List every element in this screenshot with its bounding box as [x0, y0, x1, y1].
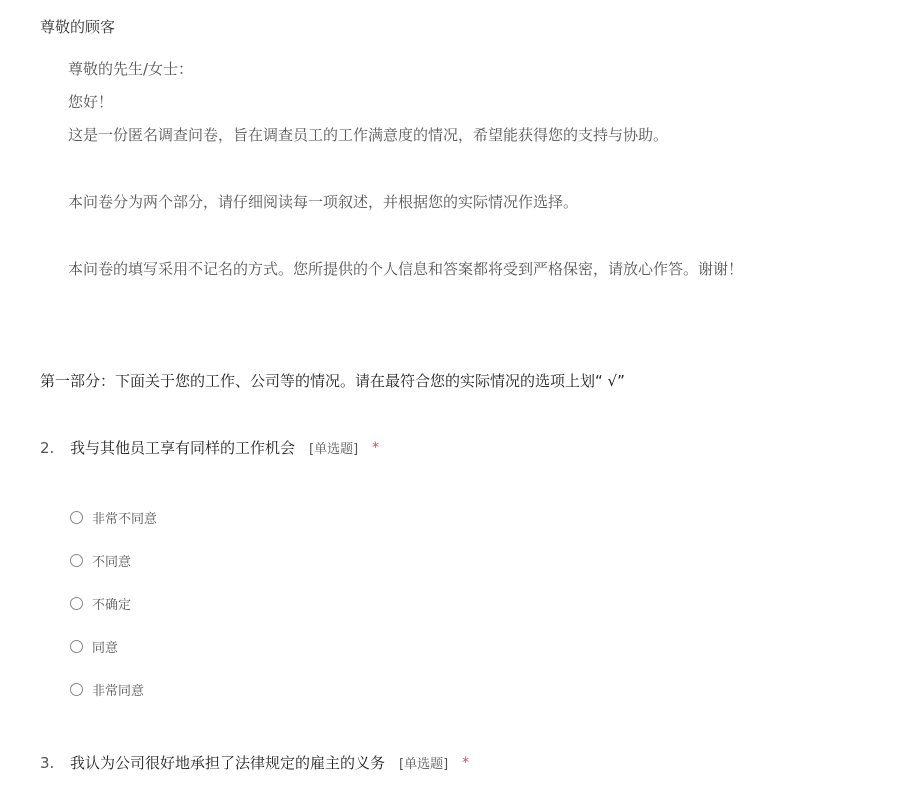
option-strongly-agree[interactable] — [70, 680, 144, 699]
question-number: 3. — [40, 753, 55, 772]
option-label: 非常不同意 — [92, 512, 158, 527]
intro-hello: 您好！ — [68, 93, 114, 111]
question-3 — [40, 752, 469, 773]
option-label: 非常同意 — [92, 684, 145, 699]
section-title: 第一部分：下面关于您的工作、公司等的情况。请在最符合您的实际情况的选项上划“ √” — [40, 372, 625, 390]
intro-instructions: 本问卷分为两个部分，请仔细阅读每一项叙述，并根据您的实际情况作选择。 — [68, 193, 579, 211]
required-marker: * — [462, 754, 470, 771]
intro-purpose: 这是一份匿名调查问卷，旨在调查员工的工作满意度的情况，希望能获得您的支持与协助。 — [68, 126, 669, 144]
radio-button[interactable] — [70, 640, 83, 653]
radio-button[interactable] — [70, 511, 83, 524]
question-number: 2. — [40, 438, 55, 457]
option-strongly-disagree[interactable] — [70, 508, 157, 527]
option-label: 不同意 — [92, 555, 132, 570]
option-label: 不确定 — [92, 598, 132, 613]
option-label: 同意 — [92, 641, 119, 656]
question-text: 我与其他员工享有同样的工作机会 — [70, 439, 296, 457]
question-type-tag: [单选题] — [309, 442, 359, 457]
option-agree[interactable] — [70, 637, 118, 656]
question-text: 我认为公司很好地承担了法律规定的雇主的义务 — [70, 754, 386, 772]
option-disagree[interactable] — [70, 551, 131, 570]
radio-button[interactable] — [70, 683, 83, 696]
intro-privacy: 本问卷的填写采用不记名的方式。您所提供的个人信息和答案都将受到严格保密，请放心作答。谢谢！ — [68, 260, 744, 278]
greeting-title: 尊敬的顾客 — [40, 18, 116, 36]
radio-button[interactable] — [70, 597, 83, 610]
intro-salutation: 尊敬的先生/女士： — [68, 60, 194, 78]
question-type-tag: [单选题] — [399, 757, 449, 772]
option-unsure[interactable] — [70, 594, 131, 613]
required-marker: * — [372, 439, 380, 456]
radio-button[interactable] — [70, 554, 83, 567]
question-2 — [40, 437, 379, 458]
